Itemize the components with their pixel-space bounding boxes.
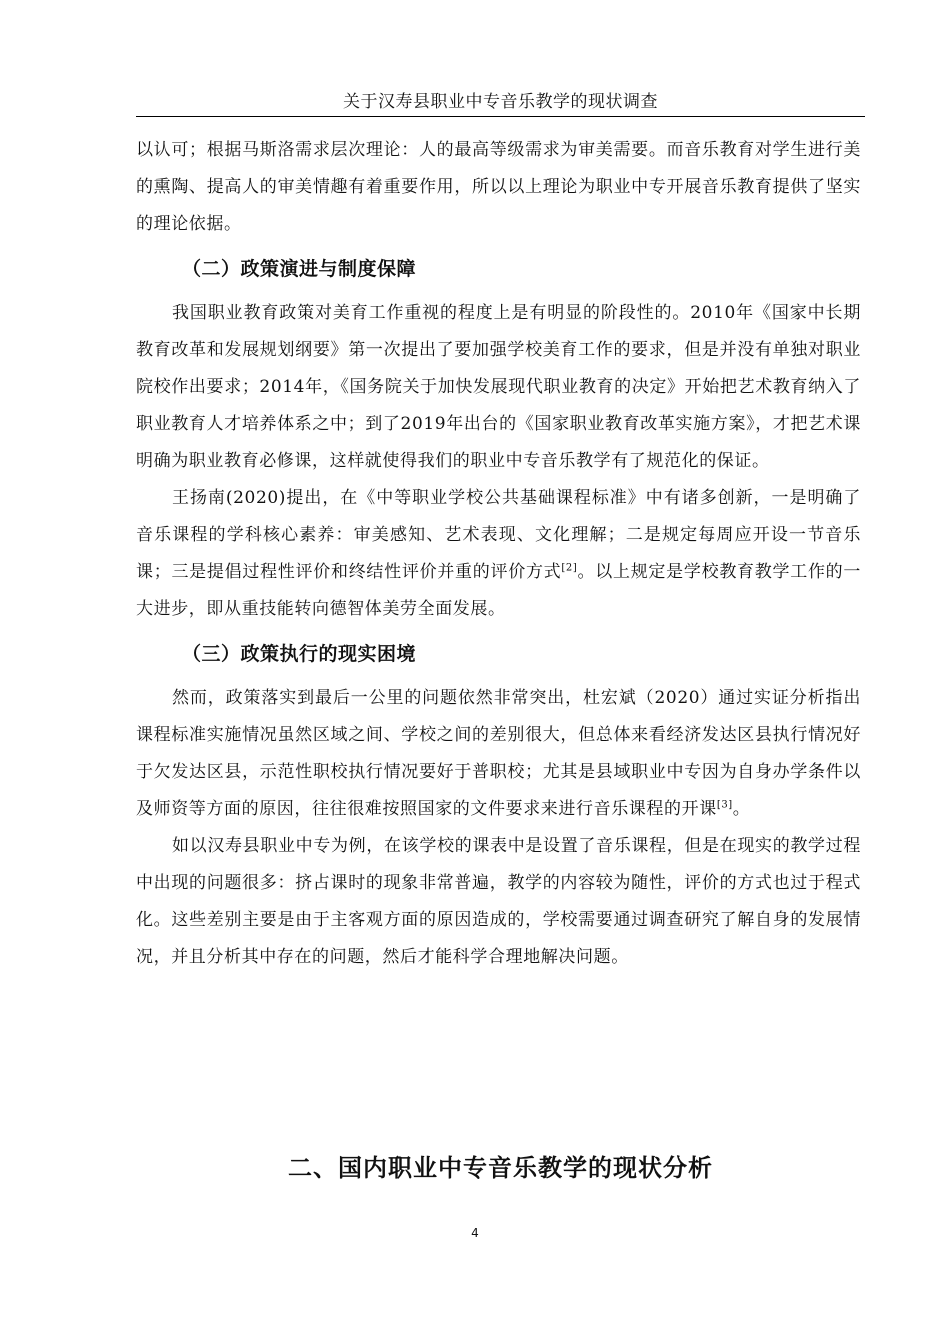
paragraph-continued: 以认可；根据马斯洛需求层次理论：人的最高等级需求为审美需要。而音乐教育对学生进行美的熏陶、提高人的审美情趣有着重要作用，所以以上理论为职业中专开展音乐教育提供了坚实的理论依据。 bbox=[136, 140, 861, 234]
paragraph-curriculum-standard bbox=[136, 480, 861, 628]
paragraph-text: 然而，政策落实到最后一公里的问题依然非常突出，杜宏斌（2020）通过实证分析指出课程标准实施情况虽然区域之间、学校之间的差别很大，但总体来看经济发达区县执行情况好于欠发达区县，示范性职校执行情况要好于普职校；尤其是县域职业中专因为自身办学条件以及师资等方面的原因，往往很难按照国家的文件要求来进行音乐课程的开课 bbox=[136, 688, 861, 819]
page-number: 4 bbox=[471, 1226, 479, 1240]
paragraph-policy-history: 我国职业教育政策对美育工作重视的程度上是有明显的阶段性的。2010年《国家中长期教育改革和发展规划纲要》第一次提出了要加强学校美育工作的要求，但是并没有单独对职业院校作出要求；2014年，《国务院关于加快发展现代职业教育的决定》开始把艺术教育纳入了职业教育人才培养体系之中；到了2019年出台的《国家职业教育改革实施方案》，才把艺术课明确为职业教育必修课，这样就使得我们的职业中专音乐教学有了规范化的保证。 bbox=[136, 303, 861, 471]
paragraph-text: 。 bbox=[732, 799, 751, 819]
paragraph-hanshou-example: 如以汉寿县职业中专为例，在该学校的课表中是设置了音乐课程，但是在现实的教学过程中出现的问题很多：挤占课时的现象非常普遍，教学的内容较为随性，评价的方式也过于程式化。这些差别主要是由于主客观方面的原因造成的，学校需要通过调查研究了解自身的发展情况，并且分析其中存在的问题，然后才能科学合理地解决问题。 bbox=[136, 836, 861, 967]
header-rule bbox=[136, 116, 865, 117]
running-header: 关于汉寿县职业中专音乐教学的现状调查 bbox=[343, 92, 658, 112]
subheading-policy-evolution: （二）政策演进与制度保障 bbox=[182, 258, 417, 280]
paragraph-text: 。以上规定是学校教育教学工作的一大进步，即从重技能转向德智体美劳全面发展。 bbox=[136, 562, 861, 619]
citation-ref: [2] bbox=[561, 562, 578, 574]
section-heading: 二、国内职业中专音乐教学的现状分析 bbox=[288, 1154, 713, 1182]
citation-ref: [3] bbox=[716, 799, 733, 811]
subheading-policy-implementation: （三）政策执行的现实困境 bbox=[182, 643, 417, 665]
paragraph-text: 王扬南(2020)提出，在《中等职业学校公共基础课程标准》中有诸多创新，一是明确了音乐课程的学科核心素养：审美感知、艺术表现、文化理解；二是规定每周应开设一节音乐课；三是提倡过程性评价和终结性评价并重的评价方式 bbox=[136, 488, 861, 582]
document-body bbox=[136, 132, 861, 976]
paragraph-implementation-gap bbox=[136, 680, 861, 828]
